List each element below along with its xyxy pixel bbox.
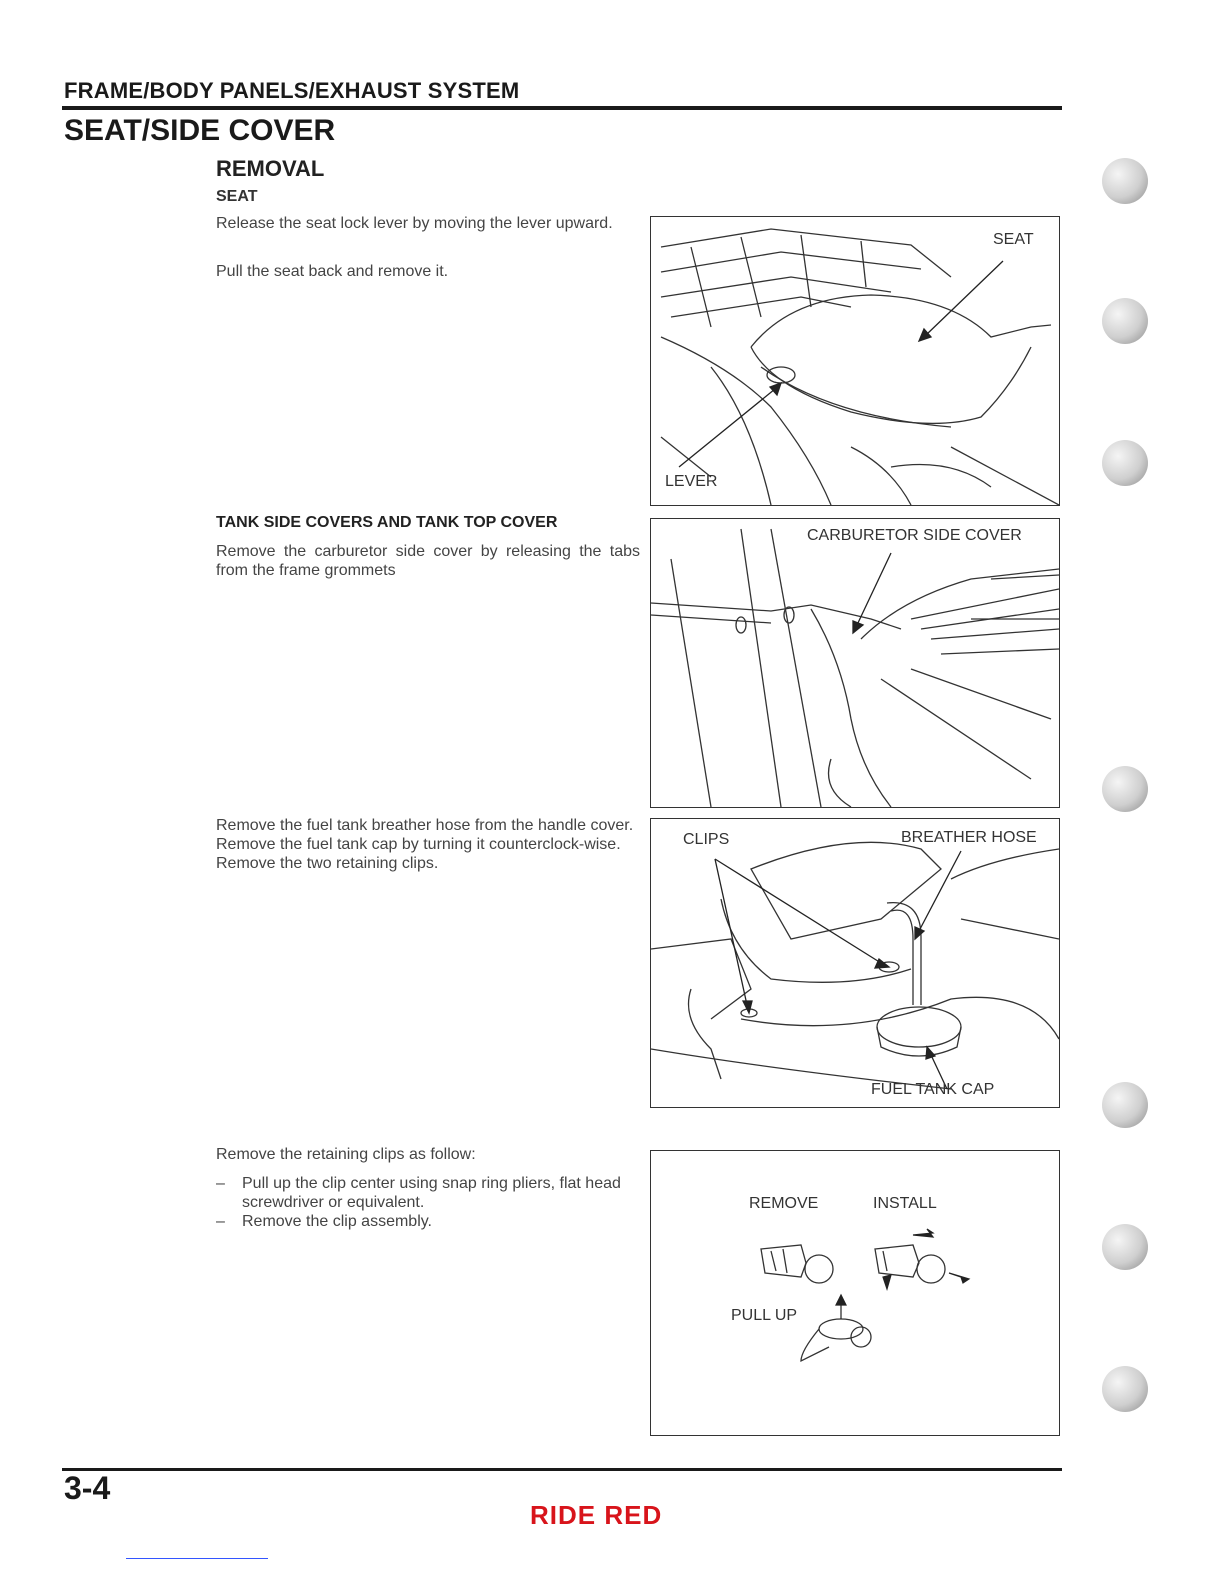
link-underline — [126, 1558, 268, 1559]
tank-covers-heading: TANK SIDE COVERS AND TANK TOP COVER — [216, 514, 558, 531]
chapter-title: FRAME/BODY PANELS/EXHAUST SYSTEM — [64, 78, 520, 103]
clip-removal-steps — [216, 1174, 640, 1231]
clips-instruction: Remove the two retaining clips. — [216, 855, 439, 872]
remove-label: REMOVE — [749, 1195, 819, 1212]
carburetor-cover-figure — [650, 518, 1060, 808]
carburetor-cover-label: CARBURETOR SIDE COVER — [807, 527, 1022, 544]
seat-heading: SEAT — [216, 188, 258, 205]
carburetor-illustration — [651, 519, 1059, 807]
seat-instruction-1: Release the seat lock lever by moving the lever upward. — [216, 215, 613, 232]
binder-hole — [1102, 298, 1148, 344]
breather-hose-instruction: Remove the fuel tank breather hose from the handle cover. — [216, 817, 634, 834]
seat-illustration — [651, 217, 1059, 505]
binder-hole — [1102, 440, 1148, 486]
list-item: – Remove the clip assembly. — [216, 1213, 432, 1230]
footer-rule — [62, 1468, 1062, 1471]
binder-hole — [1102, 766, 1148, 812]
clips-label: CLIPS — [683, 831, 730, 848]
clip-removal-intro: Remove the retaining clips as follow: — [216, 1146, 476, 1163]
fuel-tank-illustration — [651, 819, 1059, 1107]
seat-instruction-2: Pull the seat back and remove it. — [216, 263, 449, 280]
breather-hose-label: BREATHER HOSE — [901, 829, 1037, 846]
fuel-instructions — [216, 816, 640, 873]
fuel-tank-figure — [650, 818, 1060, 1108]
page-number: 3-4 — [64, 1470, 111, 1506]
pull-up-label: PULL UP — [731, 1307, 798, 1324]
section-title: SEAT/SIDE COVER — [64, 114, 336, 147]
clip-figure — [650, 1150, 1060, 1436]
list-item: – Pull up the clip center using snap ring pliers, flat head screwdriver or equivalent. — [216, 1175, 621, 1211]
clip-illustration — [651, 1151, 1059, 1435]
lever-label: LEVER — [665, 473, 718, 490]
carb-cover-instruction: Remove the carburetor side cover by releasing the tabs from the frame grommets — [216, 543, 640, 579]
binder-hole — [1102, 1082, 1148, 1128]
install-label: INSTALL — [873, 1195, 937, 1212]
removal-heading: REMOVAL — [216, 156, 325, 181]
binder-hole — [1102, 1366, 1148, 1412]
seat-label: SEAT — [993, 231, 1034, 248]
header-rule — [62, 106, 1062, 110]
fuel-tank-cap-label: FUEL TANK CAP — [871, 1081, 995, 1098]
binder-hole — [1102, 1224, 1148, 1270]
seat-figure — [650, 216, 1060, 506]
binder-hole — [1102, 158, 1148, 204]
fuel-cap-instruction: Remove the fuel tank cap by turning it counterclock-wise. — [216, 836, 621, 853]
brand-logo: RIDE RED — [530, 1500, 663, 1530]
